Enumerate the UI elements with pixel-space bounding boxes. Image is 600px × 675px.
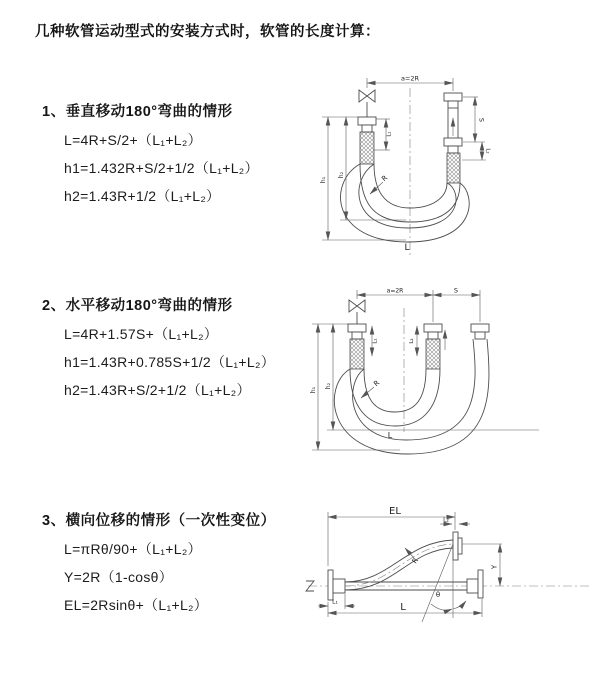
dim-label-l2: L₂ [409,338,415,344]
right-fitting-upper [444,93,462,101]
dim-label-h1: h₁ [320,176,327,184]
formula-h1: h1=1.43R+0.785S+1/2（L₁+L₂） [64,354,275,370]
formula-L: L=4R+S/2+（L₁+L₂） [64,132,202,148]
left-braid [360,132,374,164]
valve-icon [349,300,365,324]
dim-label-s: S [453,286,459,295]
formula-Y: Y=2R（1-cosθ） [64,569,174,585]
dim-label-s: S [477,117,486,123]
dim-label-l1: L₁ [332,598,338,606]
section-3-heading: 3、横向位移的情形（一次性变位） [42,513,276,529]
section-1-heading: 1、垂直移动180°弯曲的情形 [42,104,233,120]
dim-label-l2: L₂ [443,516,449,524]
formula-h2: h2=1.43R+1/2（L₁+L₂） [64,188,221,204]
left-flange [328,570,333,600]
dim-label-theta: θ [435,591,441,599]
dim-label-y: Y [490,564,499,570]
valve-icon [359,90,375,117]
dim-label-span: a=2R [386,287,404,295]
right-braid [447,153,460,183]
dim-label-h2: h₂ [325,382,332,390]
hose-s-curve [345,540,453,590]
formula-h2: h2=1.43R+S/2+1/2（L₁+L₂） [64,382,251,398]
dim-label-radius: R [372,378,382,389]
diagram-horizontal-travel-180 [304,280,593,467]
dim-label-h2: h₂ [338,171,345,179]
dim-label-l2: L₂ [484,148,491,154]
dim-label-length: L [404,243,410,253]
section-1-formulas [64,126,259,210]
page-title: 几种软管运动型式的安装方式时，软管的长度计算： [35,24,380,40]
section-3-formulas [64,535,208,619]
right-flange [478,570,483,598]
original-fitting [471,324,489,332]
dim-label-l1: L₁ [386,131,393,137]
section-2-heading: 2、水平移动180°弯曲的情形 [42,298,233,314]
upper-flange [453,532,458,560]
dim-label-length: L [400,602,406,613]
diagram-vertical-travel-180 [306,70,592,262]
section-2-formulas [64,320,275,404]
formula-L: L=4R+1.57S+（L₁+L₂） [64,326,219,342]
diagram-lateral-offset [298,496,600,646]
dim-label-l1: L₁ [372,338,379,344]
left-braid [350,339,364,369]
dim-label-radius: R [410,556,421,566]
dim-label-h1: h₁ [310,386,317,394]
angle-construction [422,544,466,622]
left-fitting [348,324,366,332]
moved-braid [426,339,440,369]
formula-EL: EL=2Rsinθ+（L₁+L₂） [64,597,209,613]
formula-L: L=πRθ/90+（L₁+L₂） [64,541,202,557]
dim-label-span: a=2R [400,74,420,83]
right-fitting-lower [444,138,462,146]
dim-label-radius: R [380,173,390,184]
left-fitting [358,117,376,125]
formula-h1: h1=1.432R+S/2+1/2（L₁+L₂） [64,160,259,176]
dim-label-length: L [387,431,393,440]
dim-label-el: EL [389,506,401,517]
moved-fitting [424,324,442,332]
